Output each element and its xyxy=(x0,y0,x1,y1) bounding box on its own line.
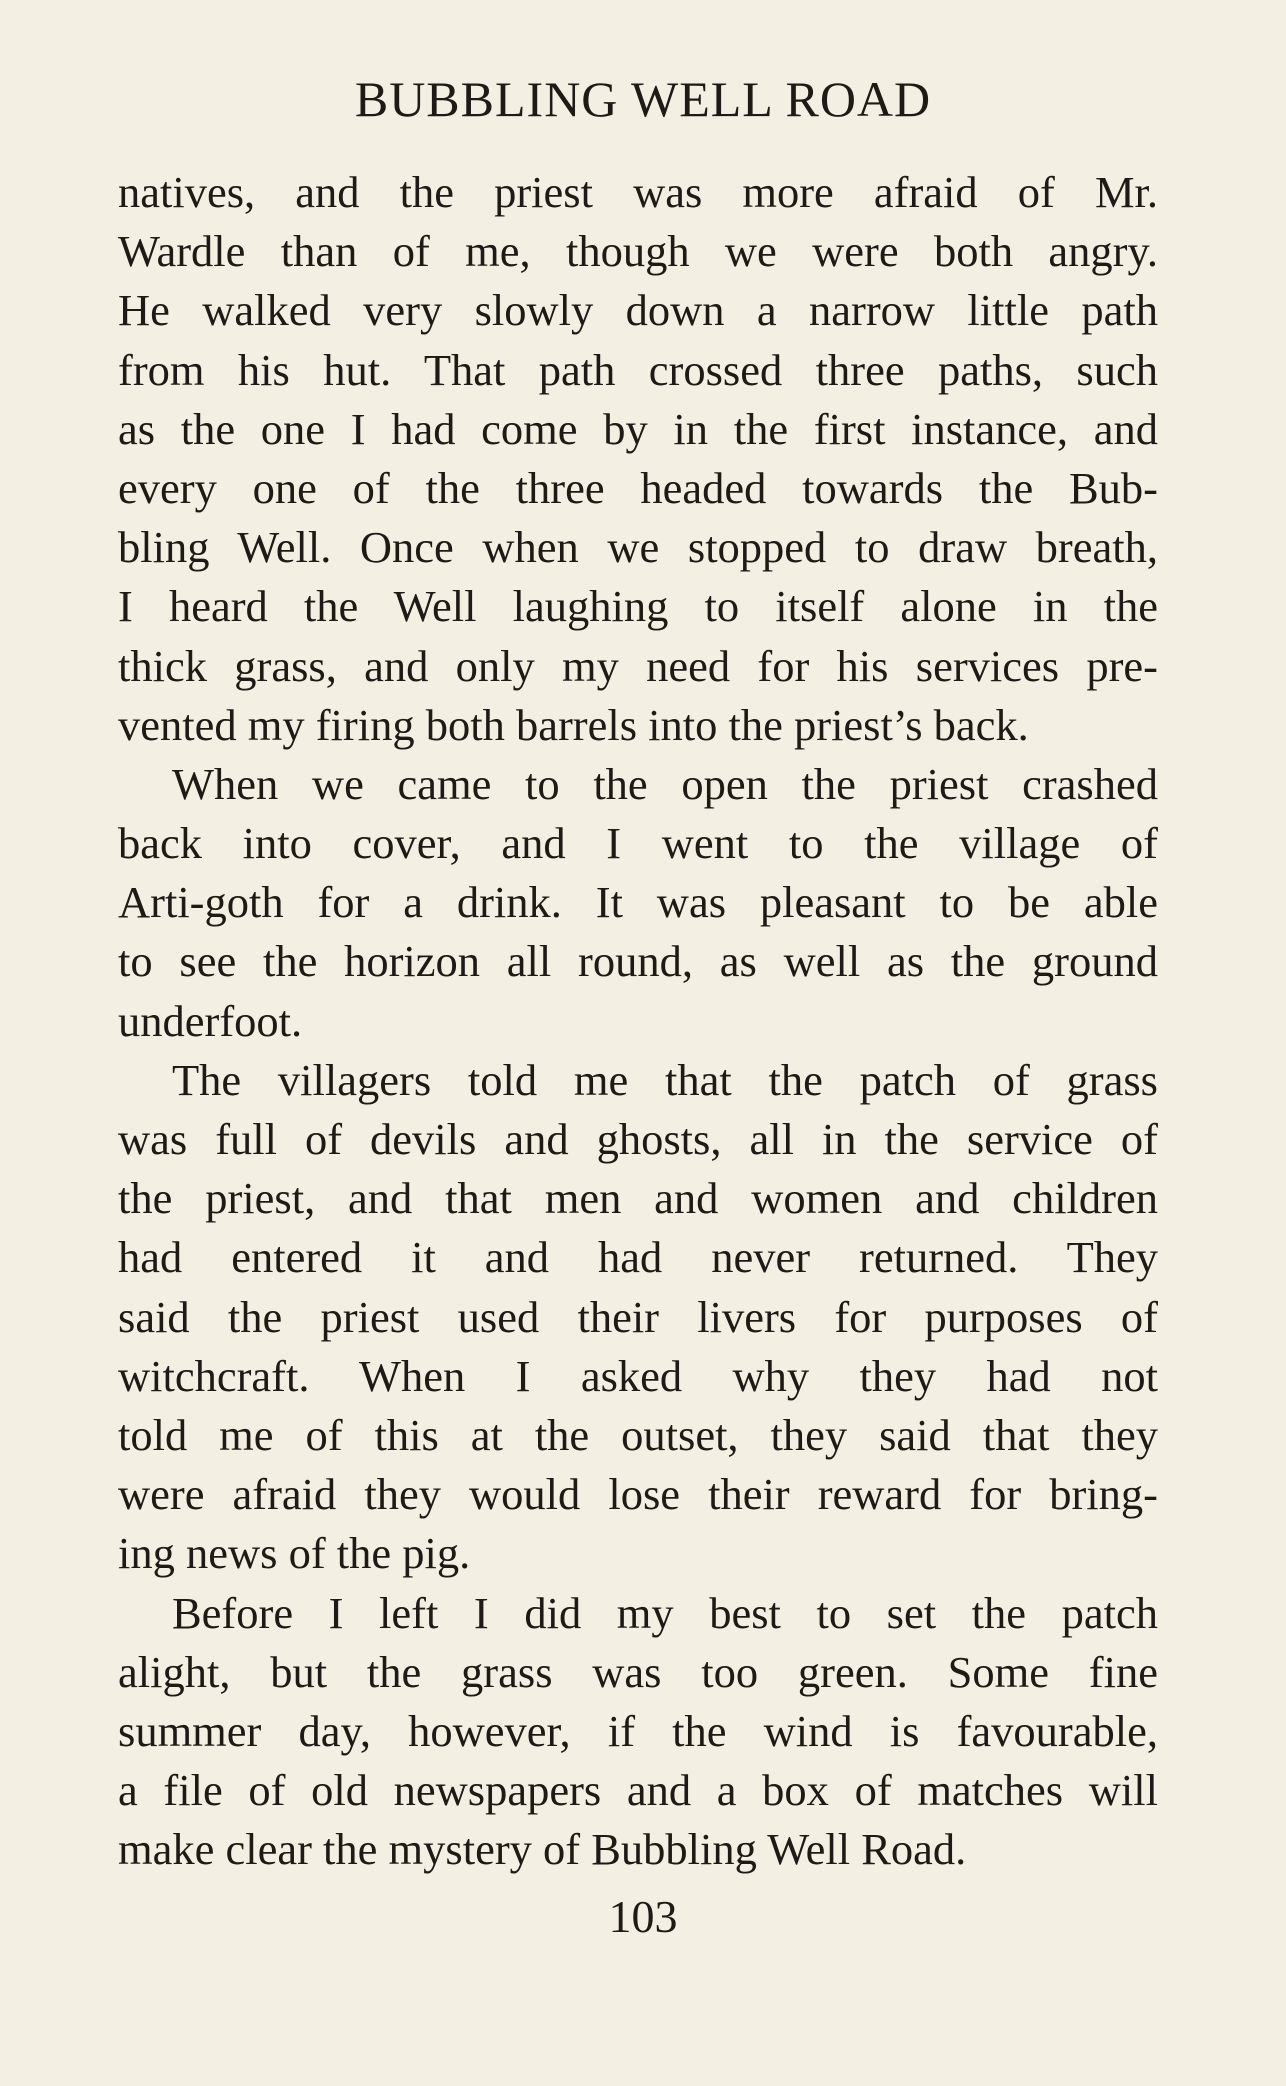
text-line: vented my firing both barrels into the priest’s back. xyxy=(118,699,1029,750)
text-line: make clear the mystery of Bubbling Well Road. xyxy=(118,1824,967,1875)
text-line: the priest, and that men and women and children xyxy=(118,1173,1158,1224)
text-line: Before I left I did my best to set the patch xyxy=(172,1587,1158,1638)
text-line: When we came to the open the priest crashed xyxy=(172,758,1158,809)
text-line: underfoot. xyxy=(118,995,303,1046)
text-line: natives, and the priest was more afraid of Mr. xyxy=(118,167,1158,217)
text-line: thick grass, and only my need for his services pre- xyxy=(118,640,1158,691)
text-line: Arti-goth for a drink. It was pleasant to be able xyxy=(118,877,1158,928)
text-line: was full of devils and ghosts, all in the service of xyxy=(118,1114,1158,1164)
text-line: bling Well. Once when we stopped to draw breath, xyxy=(118,522,1158,573)
text-line: He walked very slowly down a narrow little path xyxy=(118,285,1158,336)
text-line: Wardle than of me, though we were both angry. xyxy=(118,226,1158,277)
paragraph-2 xyxy=(118,755,1158,1051)
text-line: as the one I had come by in the first instance, and xyxy=(118,403,1158,454)
text-line: summer day, however, if the wind is favourable, xyxy=(118,1705,1158,1756)
text-line: had entered it and had never returned. They xyxy=(118,1232,1158,1283)
text-line: told me of this at the outset, they said that they xyxy=(118,1409,1158,1460)
text-line: witchcraft. When I asked why they had not xyxy=(118,1350,1158,1401)
page-number: 103 xyxy=(608,1891,678,1942)
text-line: a file of old newspapers and a box of matches will xyxy=(118,1765,1158,1816)
text-line: were afraid they would lose their reward for bring- xyxy=(118,1469,1158,1520)
text-line: The villagers told me that the patch of grass xyxy=(172,1054,1158,1105)
text-line: I heard the Well laughing to itself alone in the xyxy=(118,581,1158,632)
running-head: BUBBLING WELL ROAD xyxy=(354,71,932,127)
paragraph-1 xyxy=(118,163,1158,755)
paragraph-3 xyxy=(118,1051,1158,1584)
paragraph-4 xyxy=(118,1584,1158,1880)
text-line: ing news of the pig. xyxy=(118,1528,471,1579)
text-line: to see the horizon all round, as well as the ground xyxy=(118,936,1158,987)
text-line: alight, but the grass was too green. Some fine xyxy=(118,1646,1158,1697)
text-line: every one of the three headed towards the Bub- xyxy=(118,462,1158,513)
text-line: back into cover, and I went to the village of xyxy=(118,818,1158,869)
body-text xyxy=(118,163,1158,1879)
text-line: said the priest used their livers for purposes of xyxy=(118,1291,1158,1342)
text-line: from his hut. That path crossed three paths, such xyxy=(118,344,1158,395)
